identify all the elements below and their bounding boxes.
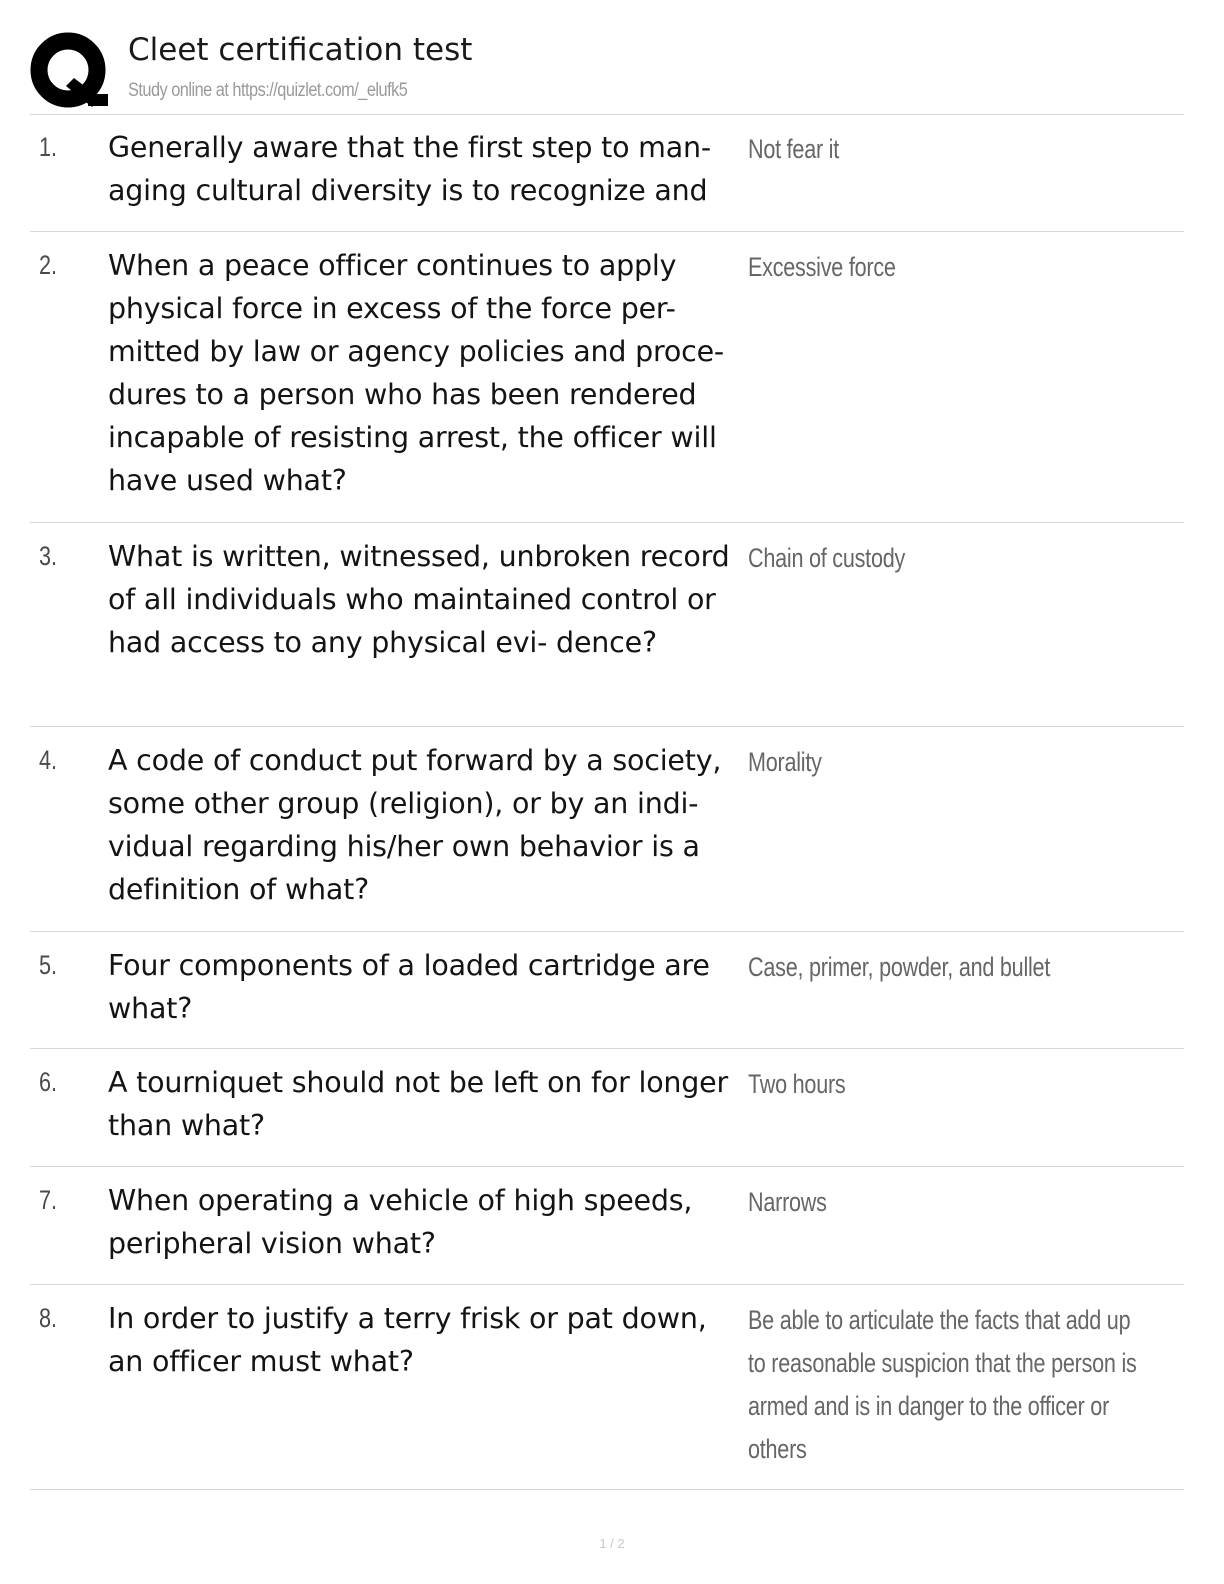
study-online-link[interactable]: Study online at https://quizlet.com/_elufk5: [128, 80, 408, 101]
quizlet-logo-icon: [30, 32, 110, 112]
flashcard-row: [30, 232, 1184, 523]
document-header: [30, 28, 1184, 115]
card-number: 5.: [39, 950, 58, 980]
card-number: 2.: [39, 250, 58, 280]
card-answer: Excessive force: [748, 252, 896, 282]
card-question: A tourniquet should not be left on for longer than what?: [108, 1066, 729, 1142]
flashcard-row: [30, 1049, 1184, 1167]
card-answer: Case, primer, powder, and bullet: [748, 952, 1051, 982]
card-number: 8.: [39, 1303, 58, 1333]
document-title: Cleet certification test: [128, 32, 473, 68]
card-number: 1.: [39, 132, 58, 162]
card-answer: Narrows: [748, 1187, 827, 1217]
card-answer: Chain of custody: [748, 543, 906, 573]
card-question: When operating a vehicle of high speeds, peripheral vision what?: [108, 1184, 693, 1260]
card-question: What is written, witnessed, unbroken record of all individuals who maintained control or had access to any physical evi- dence?: [108, 540, 730, 659]
card-number: 7.: [39, 1185, 58, 1215]
card-number: 6.: [39, 1067, 58, 1097]
flashcard-row: [30, 727, 1184, 932]
card-number: 3.: [39, 541, 58, 571]
flashcard-row: [30, 1285, 1184, 1490]
card-answer: Be able to articulate the facts that add up to reasonable suspicion that the person is armed and is in danger to the officer or others: [748, 1305, 1137, 1464]
flashcard-row: [30, 1167, 1184, 1285]
flashcard-row: [30, 114, 1184, 232]
flashcard-row: [30, 932, 1184, 1049]
card-answer: Two hours: [748, 1069, 846, 1099]
card-answer: Morality: [748, 747, 822, 777]
flashcard-row: [30, 523, 1184, 727]
flashcard-list: [30, 114, 1184, 1490]
card-question: In order to justify a terry frisk or pat down, an officer must what?: [108, 1302, 707, 1378]
card-question: When a peace officer continues to apply physical force in excess of the force per- mitted by law or agency policies and proce- dures to a person who has been rendered incapable of resisting arrest, the officer will have used what?: [108, 249, 725, 497]
card-number: 4.: [39, 745, 58, 775]
card-question: Generally aware that the first step to man- aging cultural diversity is to recognize and: [108, 131, 711, 207]
card-question: Four components of a loaded cartridge are what?: [108, 949, 710, 1025]
card-answer: Not fear it: [748, 134, 839, 164]
page-number: 1 / 2: [599, 1536, 625, 1551]
card-question: A code of conduct put forward by a society, some other group (religion), or by an indi- vidual regarding his/her own behavior is a definition of what?: [108, 744, 722, 906]
